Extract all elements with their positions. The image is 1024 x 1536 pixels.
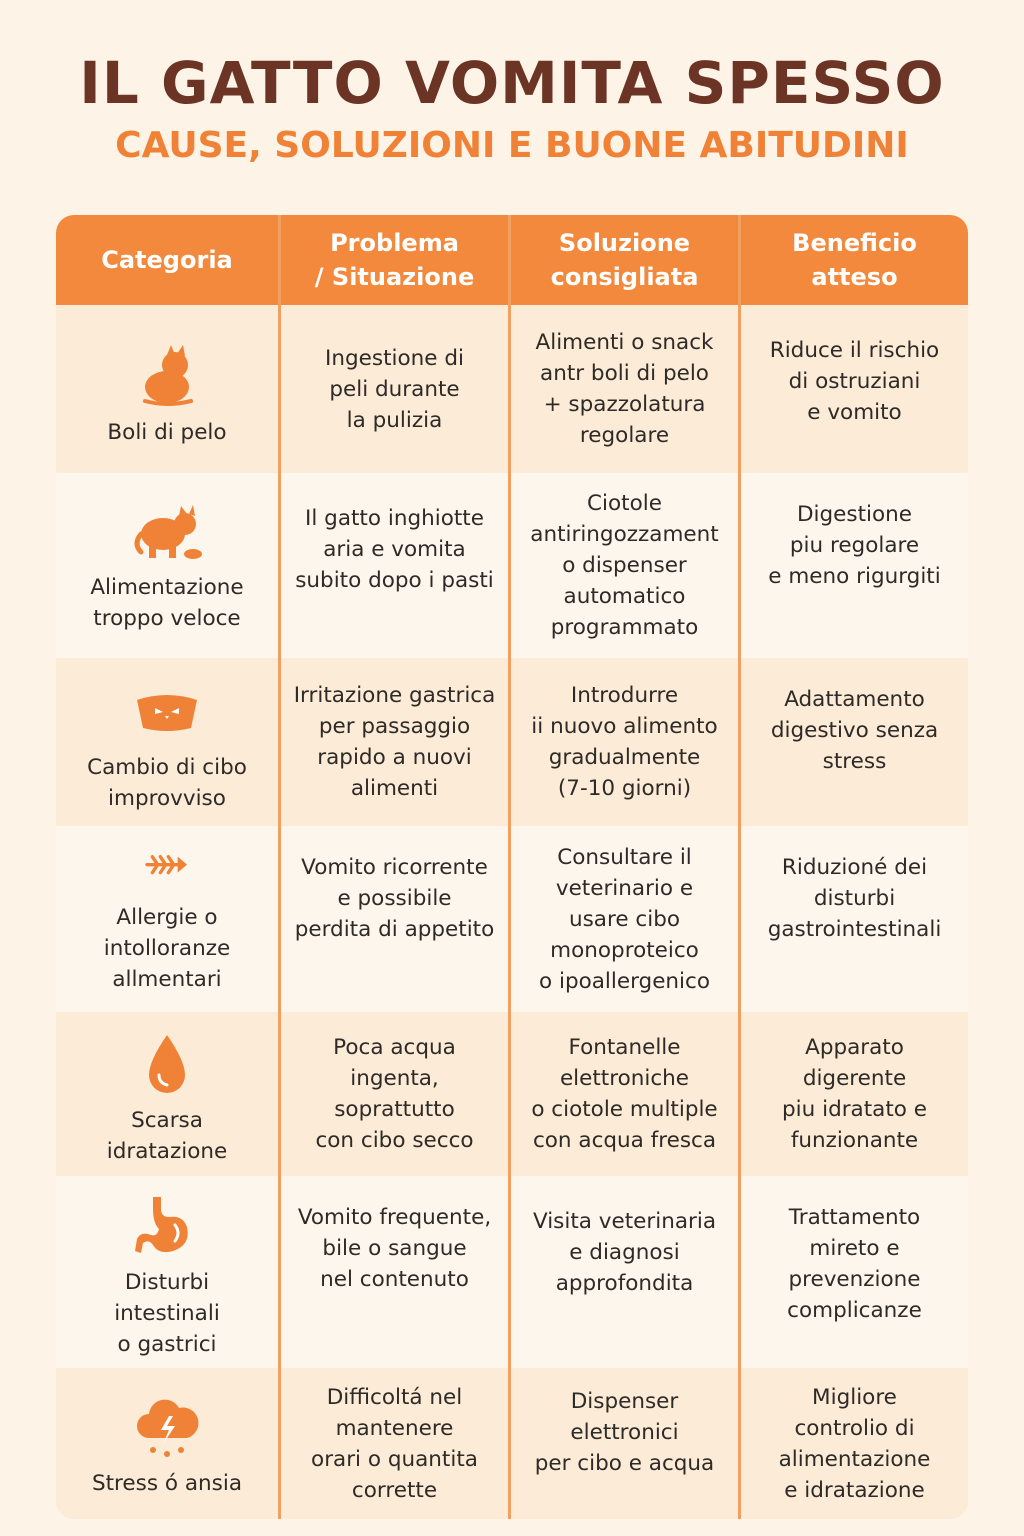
cat-eating-icon (131, 498, 203, 564)
food-bowl-icon (131, 678, 203, 744)
table-row (56, 826, 968, 1012)
cat-hairball-icon (131, 343, 203, 409)
header-solution: Soluzione consigliata (550, 229, 699, 291)
table-header (56, 215, 968, 305)
storm-cloud-icon (131, 1394, 203, 1460)
solution-cell: Visita veterinaria e diagnosi approfondita (532, 1209, 717, 1296)
category-label: Allergie o intolloranze allmentari (103, 904, 231, 992)
table-row (56, 1368, 968, 1519)
header-benefit: Beneficio atteso (792, 229, 917, 291)
category-cell (56, 1368, 278, 1519)
category-label: Stress ó ansia (91, 1471, 243, 1496)
benefit-cell: Riduce il rischio di ostruziani e vomito (769, 338, 940, 425)
category-cell (56, 305, 278, 473)
problem-cell: Difficoltá nel mantenere orari o quantita corrette (311, 1384, 478, 1503)
category-label: Scarsa idratazione (106, 1108, 228, 1164)
column-divider (278, 215, 281, 1519)
benefit-cell: Adattamento digestivo senza stress (770, 687, 939, 774)
category-cell (56, 1176, 278, 1368)
solution-cell: Dispenser elettronici per cibo e acqua (534, 1389, 715, 1476)
benefit-cell: Digestione piu regolare e meno rigurgiti (768, 502, 941, 589)
header-problem: Problema / Situazione (314, 229, 475, 291)
column-divider (738, 215, 741, 1519)
problem-cell: Vomito frequente, bile o sangue nel contenuto (297, 1205, 492, 1292)
category-label: Disturbi intestinali o gastrici (114, 1269, 220, 1357)
table-row (56, 1012, 968, 1176)
category-cell (56, 473, 278, 658)
problem-cell: Ingestione di peli durante la pulizia (325, 345, 464, 433)
column-divider (508, 215, 511, 1519)
category-label: Boli di pelo (107, 419, 227, 445)
table-row (56, 305, 968, 473)
solution-cell: Introdurre ii nuovo alimento gradualmente (7-10 giorni) (531, 683, 718, 801)
category-label: Alimentazione troppo veloce (90, 574, 244, 631)
benefit-cell: Riduzioné dei disturbi gastrointestinali (767, 855, 942, 942)
benefit-cell: Trattamento mireto e prevenzione complicanze (787, 1205, 922, 1323)
page-subtitle: CAUSE, SOLUZIONI E BUONE ABITUDINI (115, 125, 909, 166)
solution-cell: Ciotole antiringozzament o dispenser automatico programmato (530, 491, 719, 640)
solution-cell: Fontanelle elettroniche o ciotole multiple con acqua fresca (531, 1035, 718, 1153)
category-cell (56, 826, 278, 1012)
benefit-cell: Migliore controlio di alimentazione e idratazione (778, 1384, 931, 1503)
table-row (56, 658, 968, 826)
table-row (56, 473, 968, 658)
info-table (56, 215, 968, 1519)
category-cell (56, 1012, 278, 1176)
solution-cell: Alimenti o snack antr boli di pelo + spazzolatura regolare (535, 330, 714, 448)
fish-bone-icon (131, 850, 203, 894)
table-row (56, 1176, 968, 1368)
page-title: IL GATTO VOMITA SPESSO (79, 49, 945, 117)
category-cell (56, 658, 278, 826)
problem-cell: Poca acqua ingenta, soprattutto con cibo secco (315, 1035, 474, 1153)
water-drop-icon (131, 1031, 203, 1097)
problem-cell: Vomito ricorrente e possibile perdita di appetito (294, 855, 495, 942)
problem-cell: Il gatto inghiotte aria e vomita subito dopo i pasti (295, 506, 494, 593)
benefit-cell: Apparato digerente piu idratato e funzionante (782, 1035, 927, 1153)
header-category: Categoria (101, 246, 233, 274)
problem-cell: Irritazione gastrica per passaggio rapido a nuovi alimenti (293, 683, 496, 801)
stomach-icon (131, 1193, 203, 1259)
solution-cell: Consultare il veterinario e usare cibo monoproteico o ipoallergenico (538, 844, 711, 994)
category-label: Cambio di cibo improvviso (87, 755, 247, 811)
